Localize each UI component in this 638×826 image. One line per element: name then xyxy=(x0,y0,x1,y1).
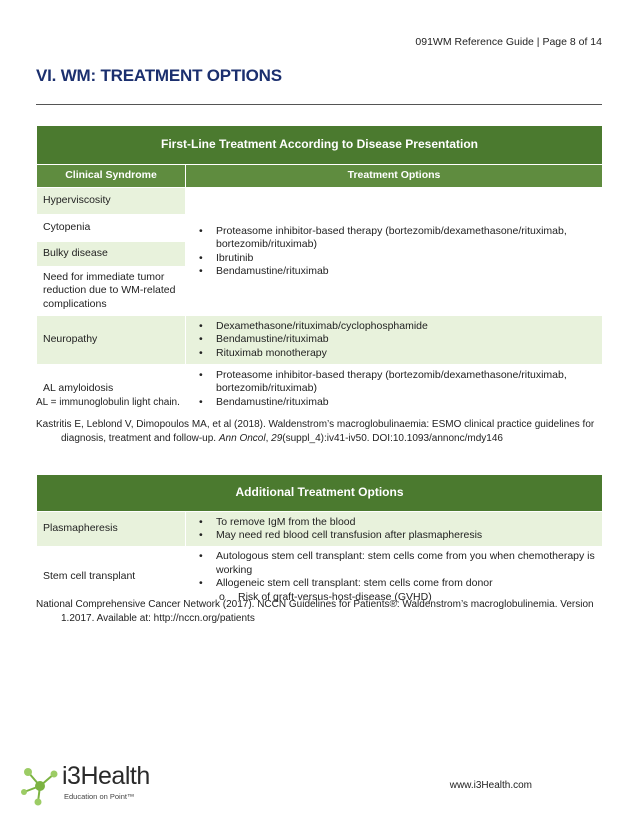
title-divider xyxy=(36,104,602,105)
list-item: • Bendamustine/rituximab xyxy=(196,396,596,410)
treatment-options-cell xyxy=(186,316,603,365)
table-row xyxy=(37,512,603,547)
reference-citation-nccn: National Comprehensive Cancer Network (2017). NCCN Guidelines for Patients®: Waldenstrom’s macroglobulinemia. Version 1.2017. Available at: http://nccn.org/patients xyxy=(36,599,594,624)
syndrome-cell: Bulky disease xyxy=(37,242,186,267)
reference-journal: Ann Oncol xyxy=(218,433,266,444)
sub-list-item: o Risk of graft-versus-host-disease (GVHD) xyxy=(216,591,596,605)
list-item: • Proteasome inhibitor-based therapy (bortezomib/dexamethasone/rituximab, bortezomib/rituximab) xyxy=(196,369,596,396)
list-item: • Dexamethasone/rituximab/cyclophosphamide xyxy=(196,320,596,334)
treatment-options-cell xyxy=(186,188,603,316)
logo-wordmark: i3Health xyxy=(62,762,150,790)
list-item: • May need red blood cell transfusion after plasmapheresis xyxy=(196,529,596,543)
reference-separator: , xyxy=(265,433,272,444)
table-footnote: AL = immunoglobulin light chain. xyxy=(36,397,180,408)
footer-url[interactable]: www.i3Health.com xyxy=(449,780,532,791)
syndrome-cell: Need for immediate tumor reduction due to WM-related complications xyxy=(37,267,186,316)
table-row xyxy=(37,316,603,365)
table-row xyxy=(37,188,603,215)
logo-tagline: Education on Point™ xyxy=(64,792,135,801)
treatment-options-cell xyxy=(186,365,603,414)
list-item: • To remove IgM from the blood xyxy=(196,516,596,530)
treatment-name-cell: Plasmapheresis xyxy=(37,512,186,547)
list-item: • Ibrutinib xyxy=(196,252,596,266)
section-title: VI. WM: TREATMENT OPTIONS xyxy=(36,66,282,85)
page-header-reference: 091WM Reference Guide | Page 8 of 14 xyxy=(415,36,602,48)
syndrome-cell: AL amyloidosis xyxy=(37,365,186,414)
syndrome-cell: Neuropathy xyxy=(37,316,186,365)
reference-volume: 29 xyxy=(271,433,283,444)
list-item-text: Allogeneic stem cell transplant: stem cells come from donor xyxy=(216,577,493,589)
list-item: • Proteasome inhibitor-based therapy (bortezomib/dexamethasone/rituximab, bortezomib/rituximab) xyxy=(196,225,596,252)
treatment-name-cell: Stem cell transplant xyxy=(37,547,186,608)
column-header-clinical-syndrome: Clinical Syndrome xyxy=(37,165,186,188)
list-item: • Rituximab monotherapy xyxy=(196,347,596,361)
reference-suffix: (suppl_4):iv41-iv50. DOI:10.1093/annonc/mdy146 xyxy=(282,433,503,444)
list-item: • Bendamustine/rituximab xyxy=(196,265,596,279)
reference-text: Kastritis E, Leblond V, Dimopoulos MA, et al (2018). Waldenstrom’s macroglobulinaemia: ESMO clinical practice guidelines for diagnosis, treatment and follow-up. xyxy=(36,419,595,444)
molecule-logo-icon xyxy=(20,760,62,810)
column-header-treatment-options: Treatment Options xyxy=(186,165,603,188)
reference-citation xyxy=(36,418,621,446)
table-caption: Additional Treatment Options xyxy=(37,475,603,512)
syndrome-cell: Cytopenia xyxy=(37,215,186,242)
treatment-details-cell xyxy=(186,512,603,547)
list-item: • Bendamustine/rituximab xyxy=(196,333,596,347)
additional-treatment-table xyxy=(36,474,603,608)
syndrome-cell: Hyperviscosity xyxy=(37,188,186,215)
table-caption: First-Line Treatment According to Disease Presentation xyxy=(37,126,603,165)
first-line-treatment-table xyxy=(36,125,603,414)
i3health-logo xyxy=(20,760,170,810)
list-item: • Autologous stem cell transplant: stem cells come from you when chemotherapy is working xyxy=(196,550,596,577)
